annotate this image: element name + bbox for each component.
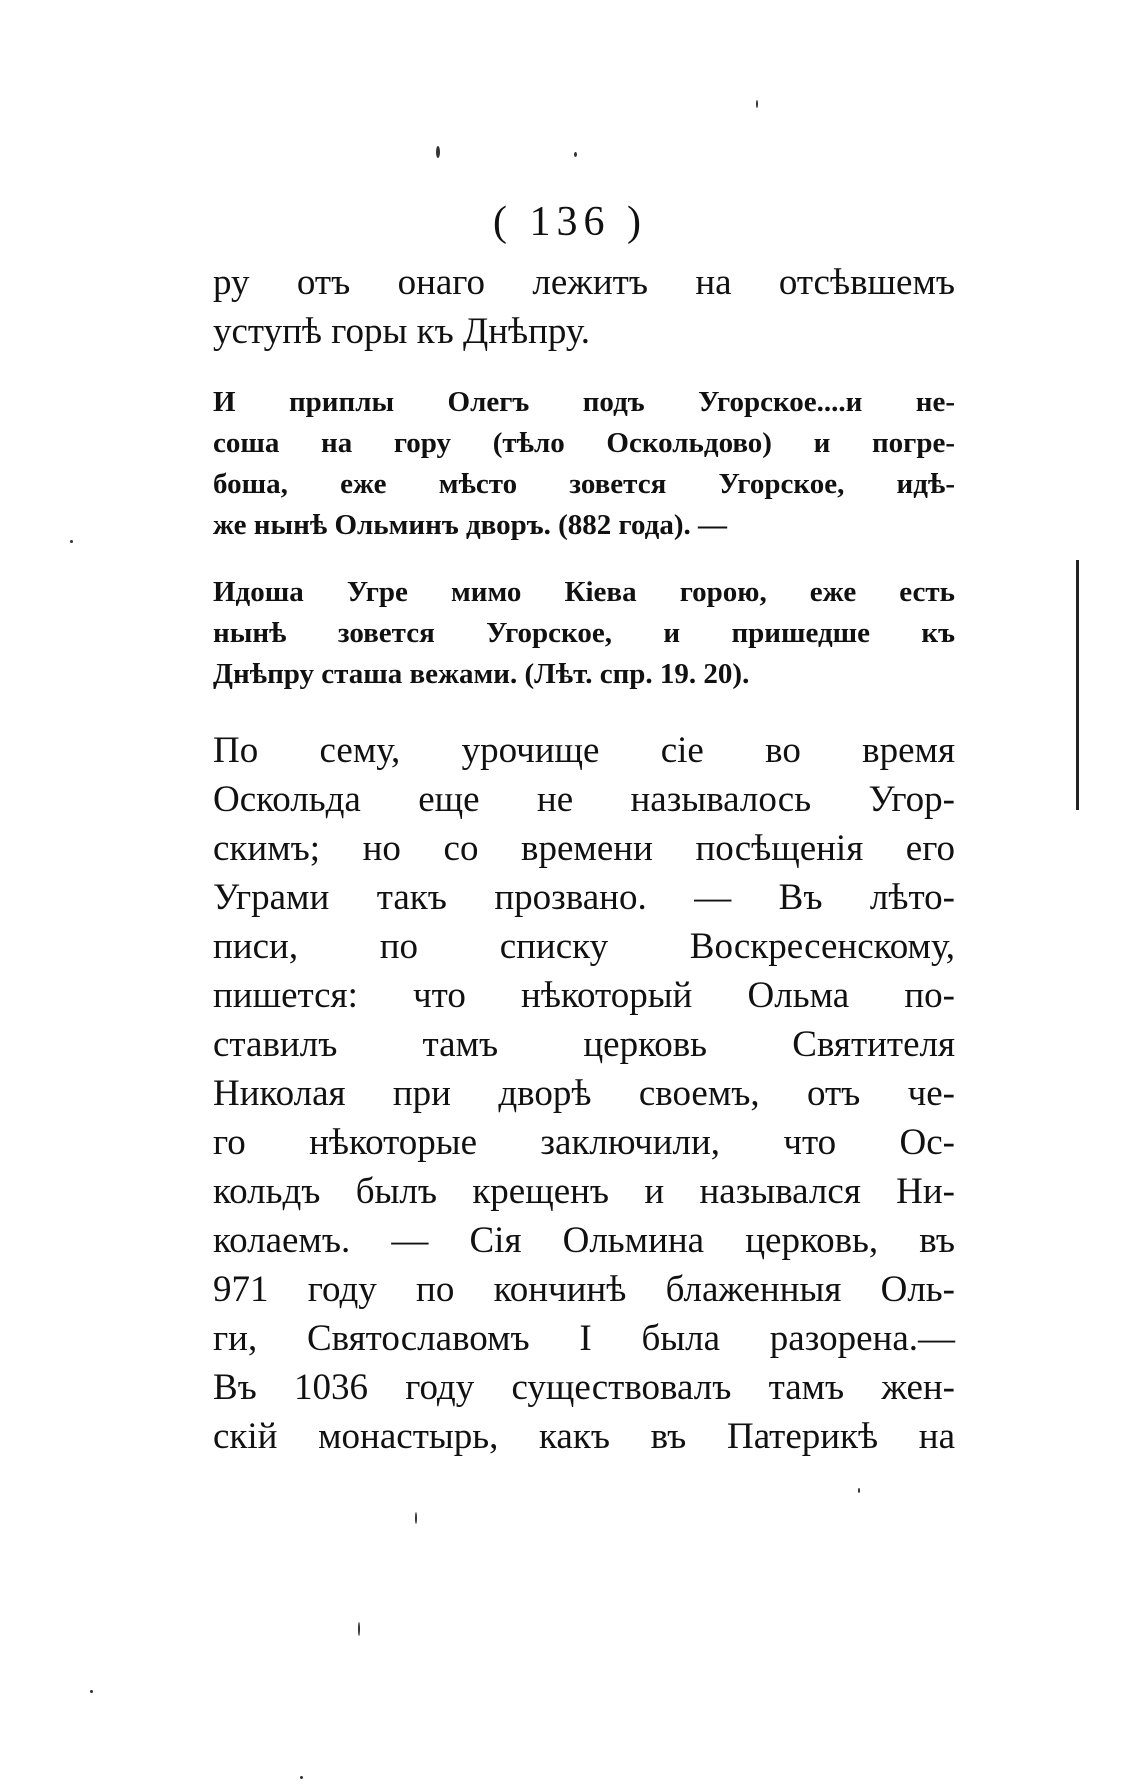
text-line: ру отъ онаго лежитъ на отсѣвшемъ xyxy=(213,262,955,303)
text-line: писи, по списку Воскресенскому, xyxy=(213,926,955,967)
text-line: ставилъ тамъ церковь Святителя xyxy=(213,1024,955,1065)
scan-speck xyxy=(858,1488,860,1493)
text-line: соша на гору (тѣло Оскольдово) и погре- xyxy=(213,427,955,459)
scan-speck xyxy=(300,1776,303,1779)
text-line: боша, еже мѣсто зовется Угорское, идѣ- xyxy=(213,468,955,500)
text-line: По сему, урочище сіе во время xyxy=(213,730,955,771)
text-line: 971 году по кончинѣ блаженныя Оль- xyxy=(213,1269,955,1310)
scan-speck xyxy=(574,152,577,157)
text-line: же нынѣ Ольминъ дворъ. (882 года). — xyxy=(213,509,727,541)
paragraph-main xyxy=(213,726,955,1461)
scan-margin-line xyxy=(1076,560,1079,810)
text-line: ги, Святославомъ I была разорена.— xyxy=(213,1318,955,1359)
text-line: кольдъ былъ крещенъ и назывался Ни- xyxy=(213,1171,955,1212)
text-line: Въ 1036 году существовалъ тамъ жен- xyxy=(213,1367,955,1408)
scan-speck xyxy=(436,146,440,158)
text-line: Оскольда еще не называлось Угор- xyxy=(213,779,955,820)
scan-speck xyxy=(415,1512,417,1524)
text-line: Николая при дворѣ своемъ, отъ че- xyxy=(213,1073,955,1114)
text-line: скій монастырь, какъ въ Патерикѣ на xyxy=(213,1416,955,1457)
scan-speck xyxy=(70,540,73,543)
paragraph-continuation xyxy=(213,258,955,356)
scan-speck xyxy=(358,1622,360,1636)
text-line: уступѣ горы къ Днѣпру. xyxy=(213,311,590,352)
text-line: Днѣпру сташа вежами. (Лѣт. спр. 19. 20). xyxy=(213,658,750,690)
text-line: пишется: что нѣкоторый Ольма по- xyxy=(213,975,955,1016)
quotation-ugre xyxy=(213,572,955,695)
scan-speck xyxy=(90,1690,93,1693)
text-line: Уграми такъ прозвано. — Въ лѣто- xyxy=(213,877,955,918)
text-line: нынѣ зовется Угорское, и пришедше къ xyxy=(213,617,955,649)
text-line: колаемъ. — Сія Ольмина церковь, въ xyxy=(213,1220,955,1261)
scan-speck xyxy=(756,100,758,108)
text-line: И приплы Олегъ подъ Угорское....и не- xyxy=(213,386,955,418)
text-line: Идоша Угре мимо Кіева горою, еже есть xyxy=(213,576,955,608)
quotation-chronicle xyxy=(213,382,955,546)
page-number: ( 136 ) xyxy=(493,199,647,245)
text-line: го нѣкоторые заключили, что Ос- xyxy=(213,1122,955,1163)
text-line: скимъ; но со времени посѣщенія его xyxy=(213,828,955,869)
